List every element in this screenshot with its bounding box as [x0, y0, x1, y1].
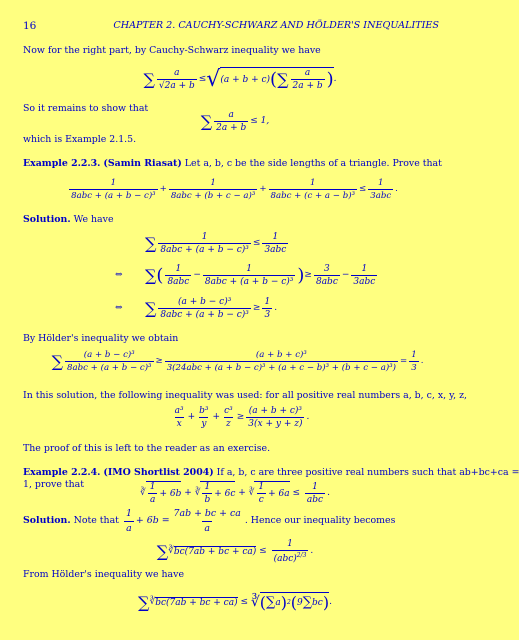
solution-2 [23, 508, 395, 534]
paragraph-from: From Hölder's inequality we have [23, 569, 184, 580]
solution-1 [23, 214, 114, 226]
equation-8: $\frac{1}{a}$ + 6b = $\frac{7ab + bc + ca}{a}$ [125, 507, 241, 534]
example-text: If a, b, c are three positive real numbers such that ab+bc+ca = [216, 467, 519, 478]
paragraph-1: Now for the right part, by Cauchy-Schwarz inequality we have [23, 45, 321, 56]
paragraph-used: In this solution, the following inequality was used: for all positive real numbers a, b, c, x, y, z, [23, 390, 468, 401]
example-2-2-3 [23, 158, 442, 170]
page-number: 16 [23, 20, 37, 32]
paragraph-3: which is Example 2.1.5. [23, 134, 137, 145]
example-author: (Samin Riasat) [103, 158, 182, 169]
solution-text-2: . Hence our inequality becomes [244, 515, 396, 526]
equation-10: ∑ ∛ bc(7ab + bc + ca) ≤ ∛ ( ∑ a ) 2 ( 9 ∑ bc ) . [138, 592, 332, 612]
solution-label: Solution. [23, 214, 71, 225]
solution-text: Note that [73, 515, 119, 526]
equation-2: ∑ $\frac{a}{2a + b}$ ≤ 1, [200, 109, 270, 133]
example-author: (IMO Shortlist 2004) [103, 467, 214, 478]
equation-9: ∑ ∛ bc(7ab + bc + ca) ≤ $\frac{1}{(abc)^{2/3}}$ . [156, 538, 314, 564]
equation-4a: ∑ $\frac{1}{\text{8abc + (a + b − c)³}}$ ≤ $\frac{1}{\text{3abc}}$ [145, 231, 287, 255]
example-title: Example 2.2.4. [23, 467, 101, 478]
paragraph-holder: By Hölder's inequality we obtain [23, 333, 179, 344]
equation-1: ∑ $\frac{a}{√2a + b}$ ≤ √ (a + b + c) ( ∑ $\frac{a}{2a + b}$ ) . [143, 66, 337, 92]
equation-6: $\frac{\text{a³}}{x}$ + $\frac{\text{b³}}{y}$ + $\frac{\text{c³}}{z}$ ≥ $\frac{\text{(a + b + c)³}}{3(x + y + z)}$ . [174, 405, 310, 429]
equation-4c: ⇔ ∑ $\frac{\text{(a + b − c)³}}{\text{8abc + (a + b − c)³}}$ ≥ $\frac{1}{3}$ . [115, 296, 278, 320]
equation-4b: ⇔ ∑ ( $\frac{1}{\text{8abc}}$ − $\frac{1}{\text{8abc + (a + b − c)³}}$ ) ≥ $\frac{3}{\text{8abc}}$ − $\frac{1}{\text{3abc}}$ [115, 263, 376, 287]
equation-5: ∑ $\frac{\text{(a + b − c)³}}{\text{8abc + (a + b − c)³}}$ ≥ $\frac{\text{(a + b + c)³}}{\text{3(24abc + (a + b − c)³ + (a + c − b)³ + (b + c − a)³)}}$ = $\frac{1}{3}$ . [51, 349, 424, 373]
paragraph-proof: The proof of this is left to the reader as an exercise. [23, 443, 271, 454]
example-title: Example 2.2.3. [23, 158, 101, 169]
chapter-title: CHAPTER 2. CAUCHY-SCHWARZ AND HÖLDER'S INEQUALITIES [113, 20, 439, 31]
equation-3: $\frac{1}{\text{8abc + (a + b − c)³}}$ + $\frac{1}{\text{8abc + (b + c − a)³}}$ + $\frac{1}{\text{8abc + (c + a − b)³}}$ ≤ $\frac{1}{\text{3abc}}$ . [71, 177, 398, 201]
example-text: Let a, b, c be the side lengths of a triangle. Prove that [184, 158, 442, 169]
paragraph-2: So it remains to show that [23, 103, 149, 114]
solution-label: Solution. [23, 515, 71, 526]
equation-7: ∛ $\frac{1}{a}$ + 6b + ∛ $\frac{1}{b}$ + 6c + ∛ $\frac{1}{c}$ + 6a ≤ $\frac{1}{\text{abc}}$ . [140, 481, 330, 505]
solution-text: We have [73, 214, 114, 225]
example-text-cont: 1, prove that [23, 479, 85, 490]
